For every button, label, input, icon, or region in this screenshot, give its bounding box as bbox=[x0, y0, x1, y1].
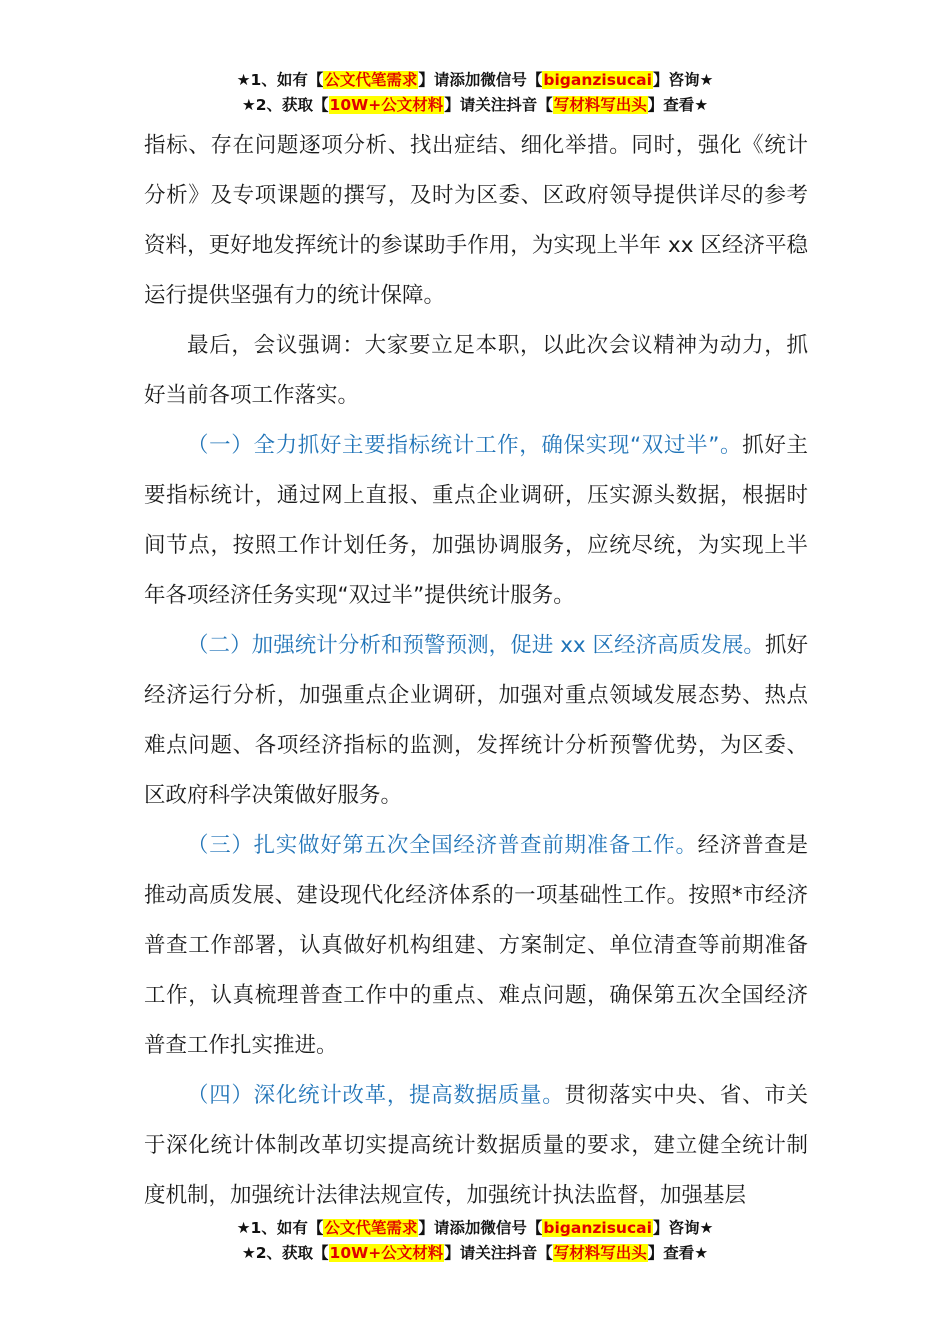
footer-banner bbox=[0, 1216, 950, 1266]
banner-line-1 bbox=[0, 1216, 950, 1241]
section-text: 抓好经济运行分析，加强重点企业调研，加强对重点领域发展态势、热点难点问题、各项经济指标的监测，发挥统计分析预警优势，为区委、区政府科学决策做好服务。 bbox=[144, 633, 808, 808]
banner-highlight: 10W+公文材料 bbox=[329, 96, 444, 114]
section-text: 抓好主要指标统计，通过网上直报、重点企业调研，压实源头数据，根据时间节点，按照工作计划任务，加强协调服务，应统尽统，为实现上半年各项经济任务实现“双过半”提供统计服务。 bbox=[144, 433, 808, 608]
banner-highlight: 公文代笔需求 bbox=[324, 71, 418, 89]
section-text: 贯彻落实中央、省、市关于深化统计体制改革切实提高统计数据质量的要求，建立健全统计制度机制，加强统计法律法规宣传，加强统计执法监督，加强基层 bbox=[144, 1083, 808, 1208]
banner-highlight: 写材料写出头 bbox=[553, 96, 647, 114]
banner-text: ★1、如有【 bbox=[236, 1219, 324, 1237]
section-3 bbox=[144, 821, 808, 1071]
section-2 bbox=[144, 621, 808, 821]
banner-text: ★1、如有【 bbox=[236, 71, 324, 89]
section-heading: （二）加强统计分析和预警预测，促进 xx 区经济高质发展。 bbox=[187, 633, 765, 658]
paragraph: 最后，会议强调：大家要立足本职，以此次会议精神为动力，抓好当前各项工作落实。 bbox=[144, 333, 808, 408]
section-heading: （三）扎实做好第五次全国经济普查前期准备工作。 bbox=[187, 833, 698, 858]
section-text: 经济普查是推动高质发展、建设现代化经济体系的一项基础性工作。按照*市经济普查工作部署，认真做好机构组建、方案制定、单位清查等前期准备工作，认真梳理普查工作中的重点、难点问题，确保第五次全国经济普查工作扎实推进。 bbox=[144, 833, 808, 1058]
paragraph: 指标、存在问题逐项分析、找出症结、细化举措。同时，强化《统计分析》及专项课题的撰写，及时为区委、区政府领导提供详尽的参考资料，更好地发挥统计的参谋助手作用，为实现上半年 xx 区经济平稳运行提供坚强有力的统计保障。 bbox=[144, 133, 808, 308]
document-body bbox=[144, 121, 808, 1221]
banner-text: ★2、获取【 bbox=[241, 1244, 329, 1262]
banner-text: 】查看★ bbox=[647, 1244, 709, 1262]
banner-text: 】请关注抖音【 bbox=[444, 1244, 553, 1262]
banner-highlight: biganzisucai bbox=[543, 1219, 652, 1237]
section-heading: （四）深化统计改革，提高数据质量。 bbox=[187, 1083, 565, 1108]
banner-text: 】查看★ bbox=[647, 96, 709, 114]
banner-text: 】请关注抖音【 bbox=[444, 96, 553, 114]
banner-line-1 bbox=[0, 68, 950, 93]
section-1 bbox=[144, 421, 808, 621]
banner-highlight: 写材料写出头 bbox=[553, 1244, 647, 1262]
banner-text: 】咨询★ bbox=[652, 1219, 714, 1237]
banner-line-2 bbox=[0, 1241, 950, 1266]
banner-highlight: 公文代笔需求 bbox=[324, 1219, 418, 1237]
banner-highlight: 10W+公文材料 bbox=[329, 1244, 444, 1262]
banner-line-2 bbox=[0, 93, 950, 118]
section-heading: （一）全力抓好主要指标统计工作，确保实现“双过半”。 bbox=[187, 433, 743, 458]
header-banner bbox=[0, 68, 950, 118]
banner-highlight: biganzisucai bbox=[543, 71, 652, 89]
section-4 bbox=[144, 1071, 808, 1221]
banner-text: 】咨询★ bbox=[652, 71, 714, 89]
banner-text: 】请添加微信号【 bbox=[418, 71, 543, 89]
banner-text: ★2、获取【 bbox=[241, 96, 329, 114]
banner-text: 】请添加微信号【 bbox=[418, 1219, 543, 1237]
